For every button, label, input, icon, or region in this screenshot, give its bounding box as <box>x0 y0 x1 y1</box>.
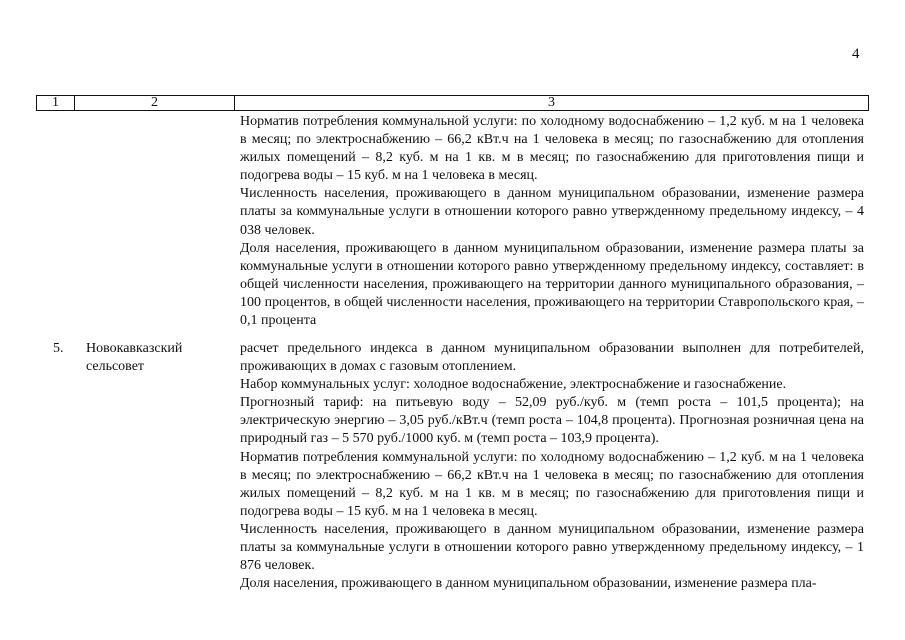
table-header-col-1: 1 <box>37 96 75 110</box>
block2-content <box>240 340 864 593</box>
paragraph: Набор коммунальных услуг: холодное водоснабжение, электроснабжение и газоснабжение. <box>240 377 787 393</box>
paragraph: Численность населения, проживающего в данном муниципальном образовании, изменение размера платы за коммунальные услуги в отношении которого равно утвержденному предельному индексу, – 1 876 человек. <box>240 521 864 574</box>
paragraph: Доля населения, проживающего в данном муниципальном образовании, изменение размера пла- <box>240 576 817 592</box>
paragraph: Прогнозный тариф: на питьевую воду – 52,09 руб./куб. м (темп роста – 101,5 процента); на электрическую энергию – 3,05 руб./кВт.ч (темп роста – 104,8 процента). Прогнозная розничная цена на природный газ – 5 570 руб./1000 куб. м (темп роста – 103,9 процента). <box>240 395 864 447</box>
page-number: 4 <box>852 46 860 62</box>
table-header-row <box>36 95 869 111</box>
paragraph: Норматив потребления коммунальной услуги: по холодному водоснабжению – 1,2 куб. м на 1 человека в месяц; по электроснабжению – 66,2 кВт.ч на 1 человека в месяц; по газоснабжению для отопления жилых помещений – 8,2 куб. м на 1 кв. м в месяц; по газоснабжению для приготовления пищи и подогрева воды – 15 куб. м на 1 человека в месяц. <box>240 114 864 184</box>
table-header-col-2: 2 <box>75 96 235 110</box>
paragraph: расчет предельного индекса в данном муниципальном образовании выполнен для потребителей, проживающих в домах с газовым отоплением. <box>240 341 864 375</box>
block1-content <box>240 113 864 330</box>
municipality-name: Новокавказский сельсовет <box>86 341 183 375</box>
paragraph: Численность населения, проживающего в данном муниципальном образовании, изменение размера платы за коммунальные услуги в отношении которого равно утвержденному предельному индексу, – 4 038 человек. <box>240 186 864 238</box>
paragraph: Доля населения, проживающего в данном муниципальном образовании, изменение размера платы за коммунальные услуги в отношении которого равно утвержденному предельному индексу, составляет: в общей численности населения, проживающего на территории данного муниципального образования, – 100 процентов, в общей численности населения, проживающего на территории Ставропольского края, – 0,1 процента <box>240 240 864 329</box>
table-header-col-3: 3 <box>548 95 555 110</box>
row-number: 5. <box>53 341 64 356</box>
paragraph: Норматив потребления коммунальной услуги: по холодному водоснабжению – 1,2 куб. м на 1 человека в месяц; по электроснабжению – 66,2 кВт.ч на 1 человека в месяц; по газоснабжению для отопления жилых помещений – 8,2 куб. м на 1 кв. м в месяц; по газоснабжению для приготовления пищи и подогрева воды – 15 куб. м на 1 человека в месяц. <box>240 449 864 519</box>
